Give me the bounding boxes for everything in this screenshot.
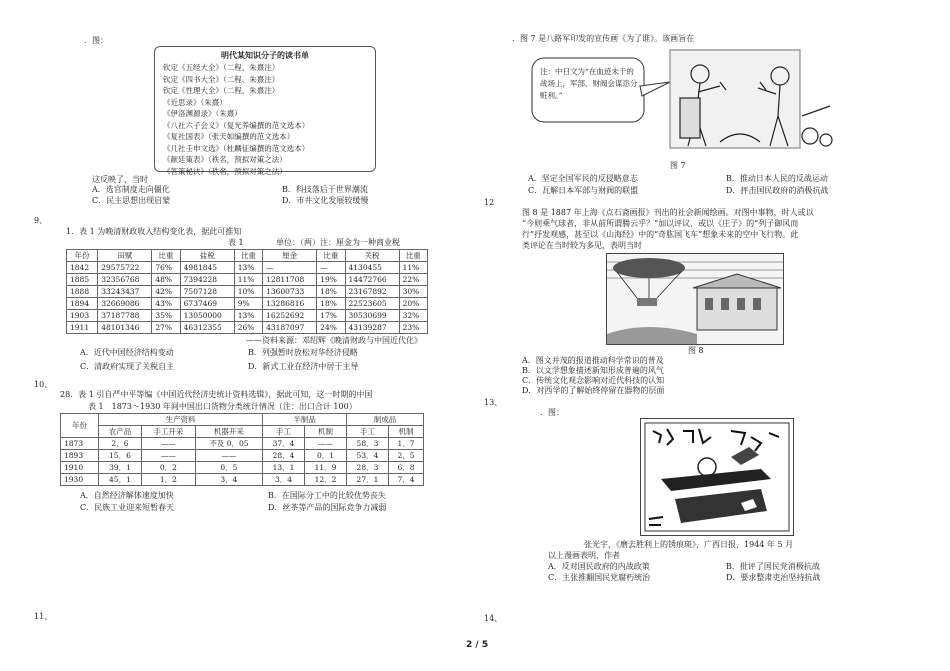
q8-option-c[interactable]: C．民主思想出现启蒙: [92, 196, 171, 205]
q12-stem-line-3: 行”抒发观感，甚至以《山海经》中的“奇肱国飞车”想象未来的空中飞行物。此: [522, 230, 799, 239]
q8-box-line: 《几社壬申文选》（杜麟征编撰的范文选本）: [163, 143, 310, 153]
q10-table-cell: 7．4: [388, 474, 423, 486]
q9-table-cell: 13050000: [180, 310, 234, 322]
q9-table-cell: 24%: [317, 322, 345, 334]
q9-table-cell: 32669086: [98, 298, 152, 310]
q9-table-cell: 43139287: [345, 322, 399, 334]
q10-table-cell: 1．7: [388, 438, 423, 450]
q8-box-line: 《近思录》（朱熹）: [163, 97, 227, 107]
q9-option-b[interactable]: B．列强暂时放松对华经济侵略: [248, 348, 358, 357]
q9-table-cell: 30%: [399, 286, 427, 298]
q9-table-cell: 48%: [152, 274, 180, 286]
q9-table-cell: 46312355: [180, 322, 234, 334]
q13-option-a[interactable]: A．反对国民政府的内战政策: [548, 562, 650, 571]
q12-stem-line-2: “今则乘气球者，非从前所谓腾云乎？”加以评议，或以《庄子》的“列子御风而: [522, 219, 799, 228]
q9-table-cell: 22%: [399, 274, 427, 286]
q9-table-cell: 37187788: [98, 310, 152, 322]
q11-number: 11、: [34, 612, 53, 621]
q10-sub-header: 手工: [346, 426, 388, 438]
q10-number: 10、: [34, 380, 53, 389]
q9-source: ——资料来源：邓绍辉《晚清财政与中国近代化》: [246, 336, 422, 345]
q9-option-c[interactable]: C．清政府实现了关税自主: [80, 362, 175, 371]
q9-table-cell: 1911: [67, 322, 98, 334]
q12-stem-line-4: 类评论在当时较为多见，表明当时: [522, 241, 642, 250]
q10-table-cell: 15．6: [98, 450, 141, 462]
q8-option-b[interactable]: B．科技落后于世界潮流: [282, 185, 368, 194]
q10-table-cell: 2．6: [98, 438, 141, 450]
q10-table-cell: 3．4: [263, 474, 305, 486]
q9-table-header: 比重: [317, 250, 345, 262]
q10-table-cell: 45．1: [98, 474, 141, 486]
q9-finance-table: [66, 249, 428, 334]
q11b-option-b[interactable]: B．推动日本人民的反战运动: [726, 174, 828, 183]
q9-table-cell: 1903: [67, 310, 98, 322]
figure8-caption: 图 8: [688, 346, 704, 355]
q9-table-cell: 10%: [234, 286, 262, 298]
q9-unit-note: 单位：（两）注：厘金为一种商业税: [276, 238, 400, 247]
q10-table-cell: 11．9: [305, 462, 347, 474]
q10-header-production: 生产资料: [98, 414, 262, 426]
q9-table-cell: 11%: [399, 262, 427, 274]
q9-table-header: 年份: [67, 250, 98, 262]
q10-table-cell: 37．4: [263, 438, 305, 450]
q10-option-d[interactable]: D．丝茶等产品的国际竞争力减弱: [268, 503, 387, 512]
figure8-balloon-image: [606, 253, 784, 345]
q11b-option-d[interactable]: D．抨击国民政府的消极抗战: [726, 186, 829, 195]
q9-table-cell: 33243437: [98, 286, 152, 298]
q12-option-d[interactable]: D．对西学的了解始终停留在器物的层面: [522, 386, 665, 395]
q9-table-row: [67, 322, 428, 334]
q10-table-cell: 不及 0．05: [195, 438, 262, 450]
q10-table-cell: 0．1: [305, 450, 347, 462]
q8-prefix: ．图：: [84, 36, 108, 45]
q9-table-cell: 43187097: [263, 322, 317, 334]
q9-table-cell: 26%: [234, 322, 262, 334]
q9-table-cell: 16252692: [263, 310, 317, 322]
q8-reading-list-box: [154, 46, 376, 176]
q10-table-cell: 1873: [61, 438, 99, 450]
q9-table-cell: 18%: [317, 286, 345, 298]
q12-option-b[interactable]: B．以文学想象描述新知形成普遍的风气: [522, 366, 664, 375]
q12-option-a[interactable]: A．图文并茂的报道推动科学常识的普及: [522, 356, 664, 365]
q10-export-table: [60, 413, 424, 486]
q10-table-cell: ——: [305, 438, 347, 450]
figure7-propaganda-image: [530, 46, 858, 158]
q10-table-cell: 13．1: [263, 462, 305, 474]
q9-table-cell: 1885: [67, 274, 98, 286]
q13-caption-line-1: 张光宇，《磨去胜利上的锈痕斑》，广西日报，1944 年 5 月: [584, 540, 794, 549]
q10-table-cell: 6．8: [388, 462, 423, 474]
q9-option-a[interactable]: A．近代中国经济结构变动: [80, 348, 174, 357]
q9-table-cell: 17%: [317, 310, 345, 322]
q9-table-cell: 14472766: [345, 274, 399, 286]
q10-table-cell: 53．4: [346, 450, 388, 462]
q13-cartoon-drawing: [641, 419, 793, 535]
q13-option-c[interactable]: C．主张推翻国民党腐朽统治: [548, 573, 651, 582]
q10-sub-header: 农产品: [98, 426, 141, 438]
q9-table-cell: 32%: [399, 310, 427, 322]
q9-table-cell: 19%: [317, 274, 345, 286]
q9-table-cell: —: [317, 262, 345, 274]
q9-table-header: 盐税: [180, 250, 234, 262]
q9-table-cell: 4130455: [345, 262, 399, 274]
q9-table-row: [67, 298, 428, 310]
q11b-stem: ．图 7 是八路军印发的宣传画《为了谁》。该画旨在: [512, 34, 695, 43]
q10-sub-header: 手工开采: [141, 426, 195, 438]
q10-option-c[interactable]: C．民族工业迎来短暂春天: [80, 503, 175, 512]
q10-table-cell: 27．1: [346, 474, 388, 486]
q10-header-year: 年份: [61, 414, 99, 438]
q9-table-cell: —: [263, 262, 317, 274]
q9-table-cell: 1842: [67, 262, 98, 274]
q10-table-cell: ——: [195, 450, 262, 462]
q10-table-cell: 0．2: [141, 462, 195, 474]
q9-table-title: 表 1: [228, 238, 244, 247]
q8-box-line: 钦定《五经大全》（二程、朱熹注）: [163, 63, 280, 72]
q8-option-a[interactable]: A．选官制度走向僵化: [92, 185, 170, 194]
q9-table-cell: 32356768: [98, 274, 152, 286]
q12-stem-line-1: 图 8 是 1887 年上海《点石斋画报》刊出的社会新闻绘画。对图中事物，时人或以: [522, 208, 814, 217]
q10-table-cell: ——: [141, 438, 195, 450]
q13-option-b[interactable]: B．批评了国民党消极抗战: [726, 562, 820, 571]
q10-table-cell: 0．5: [195, 462, 262, 474]
q9-table-cell: 30530699: [345, 310, 399, 322]
q10-table-row: [61, 438, 424, 450]
q9-table-cell: 1894: [67, 298, 98, 310]
q10-header-finished: 制成品: [346, 414, 423, 426]
q10-table-cell: 1．2: [141, 474, 195, 486]
figure7-caption: 图 7: [670, 161, 686, 170]
q9-table-cell: 48101346: [98, 322, 152, 334]
q11b-option-a[interactable]: A．坚定全国军民的反侵略意志: [528, 174, 638, 183]
q11b-option-c[interactable]: C．瓦解日本军部与财阀的联盟: [528, 186, 639, 195]
q10-table-row: [61, 450, 424, 462]
q10-table-title: 表 1 1873～1930 年间中国出口货物分类统计情况（注：出口合计 100）: [88, 402, 357, 411]
q10-table-cell: 58．3: [346, 438, 388, 450]
q9-table-header: 厘金: [263, 250, 317, 262]
q10-option-a[interactable]: A．自然经济解体速度加快: [80, 491, 174, 500]
q9-table-cell: 9%: [234, 298, 262, 310]
q9-table-row: [67, 286, 428, 298]
q9-table-cell: 18%: [317, 298, 345, 310]
q9-table-header: 田赋: [98, 250, 152, 262]
q12-number: 12: [484, 198, 495, 207]
figure7-drawing: [530, 46, 858, 158]
q9-table-row: [67, 262, 428, 274]
q9-table-cell: 13%: [234, 262, 262, 274]
q10-table-cell: 28．4: [263, 450, 305, 462]
q10-sub-header: 机制: [388, 426, 423, 438]
q9-table-row: [67, 274, 428, 286]
q9-table-cell: 22523605: [345, 298, 399, 310]
q8-box-line: 钦定《性理大全》（二程、朱熹注）: [163, 86, 280, 95]
q9-table-cell: 11%: [234, 274, 262, 286]
page-number: 2 / 5: [466, 640, 489, 650]
q13-number: 13、: [484, 398, 503, 407]
q9-table-header: 比重: [399, 250, 427, 262]
q9-table-cell: 27%: [152, 322, 180, 334]
q10-sub-header: 机制: [305, 426, 347, 438]
q10-header-semi: 半制品: [263, 414, 347, 426]
q9-table-cell: 13%: [234, 310, 262, 322]
q8-box-line: 《献廷策表》（秩名，预拟对策之法）: [163, 155, 287, 164]
q8-box-line: 钦定《四书大全》（二程、朱熹注）: [163, 74, 280, 84]
q10-stem: 28．表 1 引自严中平等编《中国近代经济史统计资料选辑》，据此可知，这一时期的中国: [60, 390, 373, 399]
q10-table-cell: ——: [141, 450, 195, 462]
q9-table-header: 比重: [152, 250, 180, 262]
q10-table-cell: 1910: [61, 462, 99, 474]
q9-table-cell: 6737469: [180, 298, 234, 310]
q12-option-c[interactable]: C．传统文化观念影响对近代科技的认知: [522, 376, 665, 385]
q10-option-b[interactable]: B．在国际分工中的比较优势丧失: [268, 491, 386, 500]
q8-box-line: 《伊洛渊源录》（朱熹）: [163, 109, 242, 118]
q10-table-cell: 39．1: [98, 462, 141, 474]
q13-caption-line-2: 以上漫画表明，作者: [548, 551, 620, 560]
q9-table-cell: 23167892: [345, 286, 399, 298]
q10-table-cell: 2．5: [388, 450, 423, 462]
q10-table-cell: 12．2: [305, 474, 347, 486]
q10-sub-header: 机器开采: [195, 426, 262, 438]
q9-option-d[interactable]: D．新式工业在经济中居于主导: [248, 362, 359, 371]
q9-table-cell: 76%: [152, 262, 180, 274]
q9-table-cell: 23%: [399, 322, 427, 334]
q9-table-cell: 1888: [67, 286, 98, 298]
q10-table-cell: 1930: [61, 474, 99, 486]
q8-box-line: 《八社六子会义》（复光养编撰的范文选本）: [163, 120, 310, 130]
q9-table-header: 关税: [345, 250, 399, 262]
q8-stem: 这反映了，当时: [92, 175, 148, 184]
q8-box-title: 明代某知识分子的读书单: [221, 50, 309, 60]
q13-cartoon-image: [640, 418, 794, 536]
q9-table-cell: 7394228: [180, 274, 234, 286]
q10-table-cell: 28．3: [346, 462, 388, 474]
q10-table-cell: 1893: [61, 450, 99, 462]
q9-stem: 1．表 1 为晚清财政收入结构变化表，据此可推知: [66, 227, 242, 236]
q8-box-lines: [163, 62, 367, 177]
q9-table-cell: 35%: [152, 310, 180, 322]
q10-table-cell: 3．4: [195, 474, 262, 486]
figure8-drawing: [607, 254, 783, 344]
q9-number: 9、: [34, 216, 48, 225]
q10-table-row: [61, 462, 424, 474]
q9-table-cell: 13286816: [263, 298, 317, 310]
q8-option-d[interactable]: D．市井文化发展较缓慢: [282, 196, 369, 205]
q10-table-row: [61, 474, 424, 486]
q13-stem: ．图：: [540, 408, 564, 417]
q9-table-cell: 4981845: [180, 262, 234, 274]
q14-number: 14、: [484, 614, 503, 623]
q9-table-cell: 7507128: [180, 286, 234, 298]
q9-table-cell: 13600733: [263, 286, 317, 298]
q13-option-d[interactable]: D．要求整肃吏治坚持抗战: [726, 573, 821, 582]
q9-table-cell: 12811708: [263, 274, 317, 286]
q9-table-row: [67, 310, 428, 322]
figure7-bubble-text: 注：中日文为“在血迹未干的战场上，军部、财阀会谋恣分赃利。”: [540, 67, 638, 100]
q10-sub-header: 手工: [263, 426, 305, 438]
q9-table-cell: 43%: [152, 298, 180, 310]
q9-table-cell: 29575722: [98, 262, 152, 274]
q9-table-header: 比重: [234, 250, 262, 262]
q8-box-line: 《答策秘诀》（秩名，预拟对策之法）: [163, 166, 287, 176]
q9-table-cell: 20%: [399, 298, 427, 310]
q8-box-line: 《复社国表》（张天如编撰的范文选本）: [163, 132, 295, 141]
q9-table-cell: 42%: [152, 286, 180, 298]
